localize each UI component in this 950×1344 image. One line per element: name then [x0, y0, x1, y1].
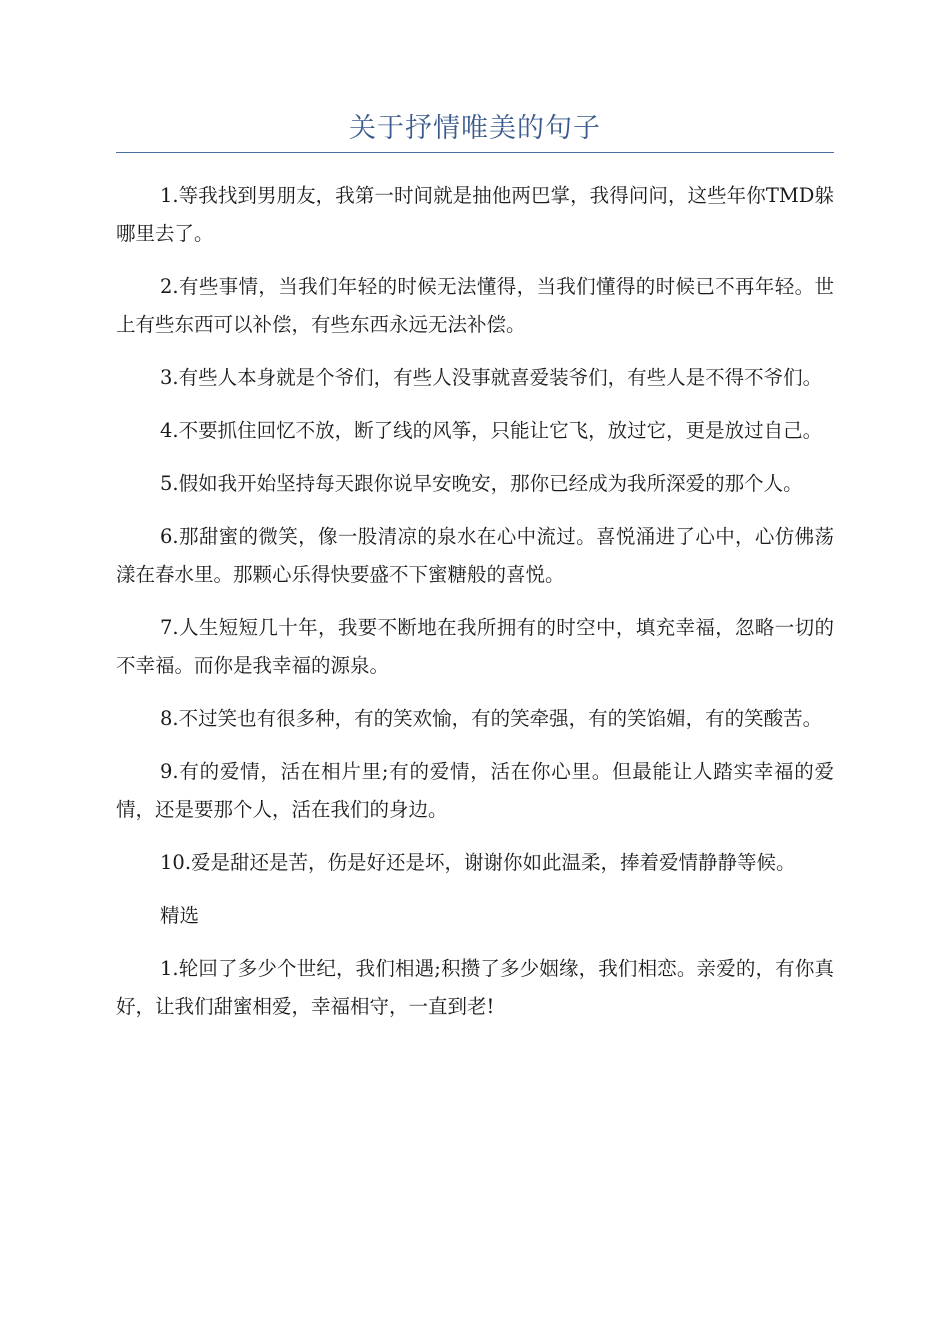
paragraph-7: 7.人生短短几十年，我要不断地在我所拥有的时空中，填充幸福，忽略一切的不幸福。而你是我幸福的源泉。: [116, 616, 834, 677]
paragraph-3: 3.有些人本身就是个爷们，有些人没事就喜爱装爷们，有些人是不得不爷们。: [160, 366, 823, 389]
paragraph-5: 5.假如我开始坚持每天跟你说早安晚安，那你已经成为我所深爱的那个人。: [160, 472, 803, 495]
paragraph-10: 10.爱是甜还是苦，伤是好还是坏，谢谢你如此温柔，捧着爱情静静等候。: [160, 851, 796, 874]
section-heading-featured: 精选: [160, 904, 200, 927]
paragraph-featured-1: 1.轮回了多少个世纪，我们相遇;积攒了多少姻缘，我们相恋。亲爱的，有你真好，让我们甜蜜相爱，幸福相守，一直到老!: [116, 957, 834, 1018]
title-underline: [116, 152, 834, 153]
paragraph-2: 2.有些事情，当我们年轻的时候无法懂得，当我们懂得的时候已不再年轻。世上有些东西可以补偿，有些东西永远无法补偿。: [116, 275, 834, 336]
document-page: [116, 110, 834, 1041]
paragraph-6: 6.那甜蜜的微笑，像一股清凉的泉水在心中流过。喜悦涌进了心中，心仿佛荡漾在春水里。那颗心乐得快要盛不下蜜糖般的喜悦。: [116, 525, 834, 586]
paragraph-8: 8.不过笑也有很多种，有的笑欢愉，有的笑牵强，有的笑馅媚，有的笑酸苦。: [160, 707, 823, 730]
paragraph-4: 4.不要抓住回忆不放，断了线的风筝，只能让它飞，放过它，更是放过自己。: [160, 419, 823, 442]
document-title: 关于抒情唯美的句子: [349, 113, 601, 144]
paragraph-9: 9.有的爱情，活在相片里;有的爱情，活在你心里。但最能让人踏实幸福的爱情，还是要那个人，活在我们的身边。: [116, 760, 834, 821]
paragraph-1: 1.等我找到男朋友，我第一时间就是抽他两巴掌，我得问问，这些年你TMD躲哪里去了。: [116, 184, 834, 245]
